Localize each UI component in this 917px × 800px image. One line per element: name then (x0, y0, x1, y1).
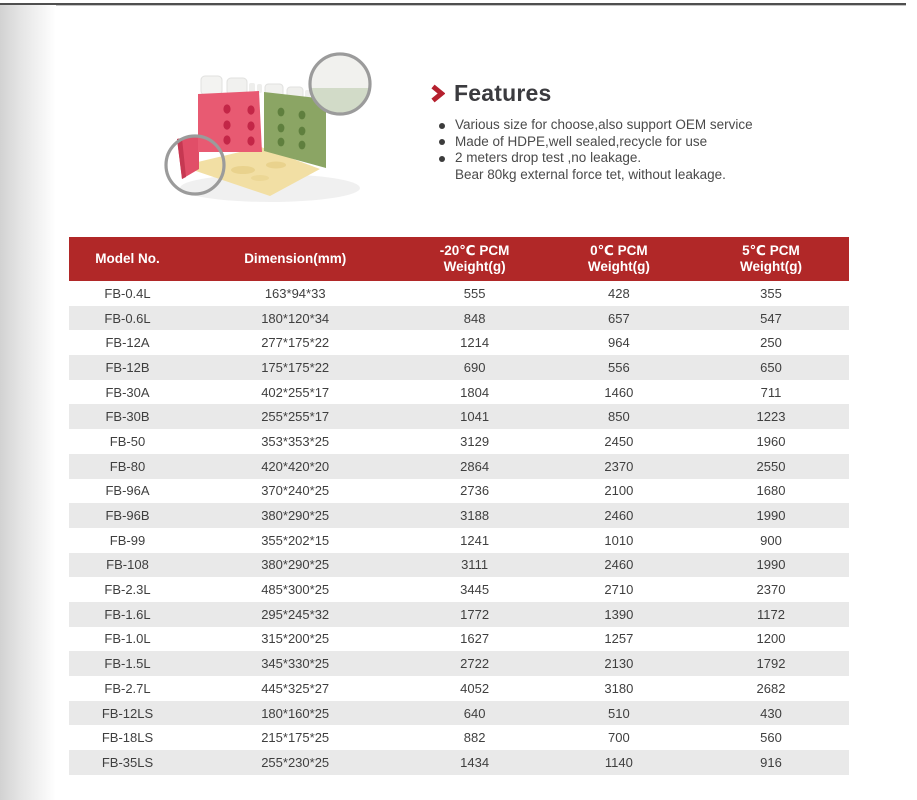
features-header (430, 80, 900, 107)
table-cell: 2460 (604, 557, 634, 573)
table-row (69, 306, 849, 331)
table-cell: 1257 (604, 631, 634, 647)
table-row (69, 750, 849, 775)
table-cell: 428 (608, 285, 630, 301)
table-cell: 2100 (604, 483, 634, 499)
table-cell: 1804 (460, 384, 490, 400)
table-row (69, 577, 849, 602)
table-cell: 1140 (604, 754, 633, 770)
table-cell: 2710 (604, 582, 634, 598)
table-cell: 1990 (756, 508, 786, 524)
table-cell: 556 (608, 359, 630, 375)
table-cell: 445*325*27 (261, 680, 330, 696)
table-cell: 370*240*25 (261, 483, 330, 499)
features-list (430, 117, 900, 167)
table-row (69, 281, 849, 306)
table-cell: 1772 (460, 606, 490, 622)
table-cell: 1434 (460, 754, 490, 770)
table-cell: 1010 (604, 532, 634, 548)
page-edge-gradient (0, 5, 56, 800)
table-cell: 510 (608, 705, 630, 721)
table-cell: 345*330*25 (261, 656, 330, 672)
features-title: Features (454, 80, 552, 106)
table-cell: 250 (760, 335, 782, 351)
table-row (69, 503, 849, 528)
table-cell: FB-18LS (101, 730, 154, 746)
table-cell: 640 (463, 705, 486, 721)
table-row (69, 701, 849, 726)
table-cell: 2722 (460, 656, 490, 672)
table-cell: FB-96A (105, 483, 150, 499)
floor-texture (266, 162, 286, 169)
table-cell: 2370 (604, 458, 634, 474)
table-cell: 163*94*33 (264, 285, 326, 301)
table-cell: 295*245*32 (261, 606, 330, 622)
table-cell: 3129 (460, 433, 490, 449)
table-cell: 380*290*25 (261, 508, 330, 524)
table-cell: FB-1.6L (104, 606, 151, 622)
table-cell: 355*202*15 (261, 532, 330, 548)
table-cell: 2864 (460, 458, 490, 474)
table-cell: 3445 (460, 582, 490, 598)
table-cell: FB-0.6L (104, 310, 151, 326)
page-top-border (0, 3, 906, 5)
table-row (69, 454, 849, 479)
feature-bullet: Made of HDPE,well sealed,recycle for use (430, 134, 900, 151)
features-continuation-line: Bear 80kg external force tet, without leakage. (455, 166, 726, 182)
table-cell: 420*420*20 (261, 458, 330, 474)
column-header-label: 0℃ PCM (590, 243, 648, 258)
spec-table (69, 237, 849, 775)
table-cell: 277*175*22 (261, 335, 330, 351)
table-cell: 848 (463, 310, 486, 326)
table-row (69, 429, 849, 454)
table-row (69, 330, 849, 355)
table-cell: 3111 (461, 557, 489, 573)
table-cell: 964 (608, 335, 630, 351)
table-cell: 700 (608, 730, 630, 746)
table-cell: FB-1.0L (104, 631, 151, 647)
table-cell: FB-2.3L (104, 582, 151, 598)
table-cell: 1223 (756, 409, 786, 425)
table-cell: 650 (760, 359, 782, 375)
column-header-label: 5℃ PCM (742, 243, 800, 258)
table-cell: 2736 (460, 483, 490, 499)
table-row (69, 380, 849, 405)
table-cell: FB-96B (105, 508, 150, 524)
ice-pack-illustration (148, 38, 418, 218)
table-row (69, 602, 849, 627)
table-cell: 1200 (756, 631, 786, 647)
table-cell: 1214 (460, 335, 490, 351)
table-cell: FB-2.7L (104, 680, 151, 696)
table-row (69, 651, 849, 676)
table-cell: FB-50 (109, 433, 146, 449)
column-header-label: Model No. (95, 251, 160, 266)
table-cell: 2682 (756, 680, 786, 696)
column-header-model (69, 237, 186, 281)
chevron-right-icon (430, 84, 445, 103)
table-cell: FB-30A (105, 384, 150, 400)
table-cell: 1390 (604, 606, 634, 622)
table-cell: FB-99 (109, 532, 146, 548)
column-header-dimension (186, 237, 404, 281)
spec-table-body (69, 281, 849, 775)
table-cell: 1460 (604, 384, 634, 400)
table-cell: 2450 (604, 433, 634, 449)
table-cell: FB-108 (106, 557, 149, 573)
product-image (148, 38, 418, 218)
table-cell: 315*200*25 (261, 631, 330, 647)
table-cell: FB-12LS (101, 705, 154, 721)
table-cell: 255*230*25 (261, 754, 330, 770)
table-cell: 1041 (460, 409, 490, 425)
column-header-pcm-0 (545, 237, 693, 281)
table-cell: 1990 (756, 557, 786, 573)
table-cell: FB-12B (105, 359, 150, 375)
table-row (69, 725, 849, 750)
table-cell: 380*290*25 (261, 557, 330, 573)
table-cell: 215*175*25 (261, 730, 330, 746)
table-row (69, 479, 849, 504)
column-header-label: Weight(g) (443, 259, 506, 274)
table-cell: 175*175*22 (261, 359, 330, 375)
table-cell: 1241 (460, 532, 490, 548)
floor-texture (231, 166, 255, 174)
table-cell: 900 (760, 532, 782, 548)
table-cell: 180*160*25 (261, 705, 330, 721)
table-cell: FB-0.4L (104, 285, 151, 301)
feature-bullet: Various size for choose,also support OEM service (430, 117, 900, 134)
table-row (69, 404, 849, 429)
table-cell: FB-30B (105, 409, 150, 425)
table-row (69, 627, 849, 652)
table-cell: 2460 (604, 508, 634, 524)
table-cell: FB-80 (109, 458, 146, 474)
table-cell: 850 (608, 409, 630, 425)
table-cell: 402*255*17 (261, 384, 330, 400)
table-cell: 882 (463, 730, 486, 746)
table-cell: 1627 (460, 631, 490, 647)
table-cell: 1792 (756, 656, 786, 672)
table-row (69, 676, 849, 701)
table-cell: 2370 (756, 582, 786, 598)
table-cell: 657 (608, 310, 630, 326)
column-header-pcm-minus20 (404, 237, 544, 281)
table-row (69, 355, 849, 380)
column-header-label: Weight(g) (587, 259, 650, 274)
table-cell: 485*300*25 (261, 582, 330, 598)
spec-table-header (69, 237, 849, 281)
table-cell: 430 (760, 705, 782, 721)
table-cell: 353*353*25 (261, 433, 330, 449)
table-cell: 560 (760, 730, 782, 746)
column-header-label: Weight(g) (739, 259, 802, 274)
table-cell: 547 (760, 310, 782, 326)
table-cell: 180*120*34 (261, 310, 330, 326)
table-row (69, 553, 849, 578)
column-header-pcm-5 (693, 237, 849, 281)
table-cell: 1680 (756, 483, 786, 499)
table-cell: FB-12A (105, 335, 150, 351)
table-cell: FB-35LS (101, 754, 154, 770)
table-cell: FB-1.5L (104, 656, 151, 672)
feature-bullet: 2 meters drop test ,no leakage. (430, 150, 900, 167)
table-cell: 1172 (757, 606, 785, 622)
table-cell: 690 (463, 359, 486, 375)
table-cell: 3188 (460, 508, 490, 524)
table-cell: 555 (463, 285, 486, 301)
table-cell: 255*255*17 (261, 409, 330, 425)
table-cell: 1960 (756, 433, 786, 449)
table-cell: 3180 (604, 680, 634, 696)
floor-texture (251, 175, 269, 181)
column-header-label: -20℃ PCM (439, 243, 510, 258)
table-cell: 916 (760, 754, 782, 770)
table-cell: 711 (760, 384, 782, 400)
table-cell: 355 (760, 285, 782, 301)
table-cell: 4052 (460, 680, 490, 696)
features-section (430, 80, 900, 183)
table-row (69, 528, 849, 553)
column-header-label: Dimension(mm) (244, 251, 347, 266)
table-cell: 2550 (756, 458, 786, 474)
table-cell: 2130 (604, 656, 634, 672)
